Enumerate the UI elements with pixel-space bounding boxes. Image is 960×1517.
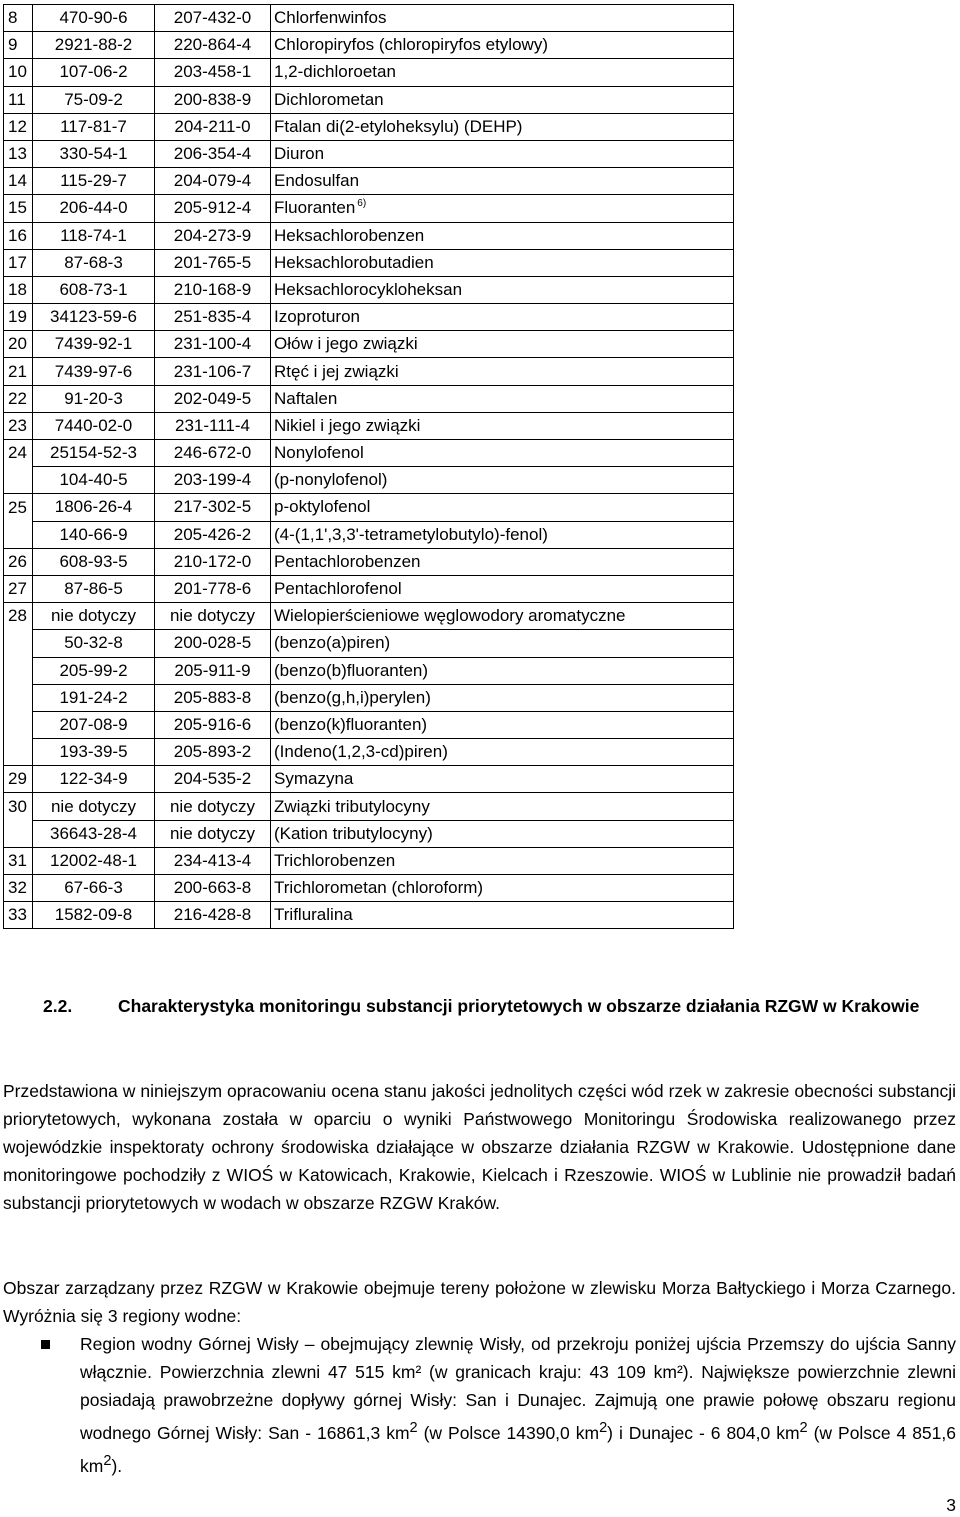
- substance-name: (p-nonylofenol): [274, 470, 388, 490]
- substance-name: Izoproturon: [274, 307, 360, 327]
- priority-substances-table: [3, 4, 734, 929]
- cell-substance-name: [271, 331, 734, 358]
- bullet-text-5: ).: [111, 1456, 123, 1477]
- substance-name: Trichlorobenzen: [274, 850, 396, 870]
- cell-cas-number: 608-93-5: [33, 548, 155, 575]
- cell-number: 29: [4, 766, 33, 793]
- table-row: [4, 331, 734, 358]
- cell-ec-number: 246-672-0: [155, 440, 271, 467]
- cell-cas-number: 36643-28-4: [33, 820, 155, 847]
- cell-ec-number: 216-428-8: [155, 902, 271, 929]
- cell-substance-name: [271, 440, 734, 467]
- substance-name: Trifluralina: [274, 905, 353, 925]
- cell-cas-number: 330-54-1: [33, 140, 155, 167]
- cell-ec-number: 205-912-4: [155, 195, 271, 222]
- table-row: [4, 276, 734, 303]
- cell-substance-name: [271, 32, 734, 59]
- cell-substance-name: [271, 5, 734, 32]
- cell-substance-name: [271, 847, 734, 874]
- cell-cas-number: 608-73-1: [33, 276, 155, 303]
- substance-name: (benzo(g,h,i)perylen): [274, 687, 431, 707]
- table-row: [4, 793, 734, 820]
- cell-ec-number: 231-111-4: [155, 412, 271, 439]
- cell-ec-number: 231-100-4: [155, 331, 271, 358]
- cell-substance-name: [271, 412, 734, 439]
- table-row: [4, 521, 734, 548]
- cell-substance-name: [271, 140, 734, 167]
- cell-cas-number: 207-08-9: [33, 711, 155, 738]
- paragraph-area: Obszar zarządzany przez RZGW w Krakowie obejmuje tereny położone w zlewisku Morza Bałtyckiego i Morza Czarnego. Wyróżnia się 3 regiony wodne:: [3, 1278, 956, 1327]
- cell-substance-name: [271, 113, 734, 140]
- cell-substance-name: [271, 195, 734, 222]
- cell-number: 28: [4, 603, 33, 630]
- table-row: [4, 412, 734, 439]
- cell-cas-number: 25154-52-3: [33, 440, 155, 467]
- list-item-upper-vistula: [3, 1330, 956, 1480]
- substance-name: Ołów i jego związki: [274, 334, 418, 354]
- table-row: [4, 32, 734, 59]
- cell-number: 11: [4, 86, 33, 113]
- substance-name: Diuron: [274, 144, 325, 164]
- cell-substance-name: [271, 276, 734, 303]
- cell-substance-name: [271, 548, 734, 575]
- table-body: [4, 5, 734, 929]
- cell-cas-number: 191-24-2: [33, 684, 155, 711]
- cell-number: [4, 711, 33, 738]
- cell-cas-number: 118-74-1: [33, 222, 155, 249]
- cell-substance-name: [271, 168, 734, 195]
- table-row: [4, 711, 734, 738]
- substance-name: Związki tributylocyny: [274, 796, 430, 816]
- cell-number: [4, 657, 33, 684]
- cell-number: 12: [4, 113, 33, 140]
- cell-cas-number: 87-68-3: [33, 249, 155, 276]
- substance-name: Pentachlorobenzen: [274, 551, 421, 571]
- cell-number: 23: [4, 412, 33, 439]
- cell-number: 31: [4, 847, 33, 874]
- substance-name: (Indeno(1,2,3-cd)piren): [274, 742, 448, 762]
- cell-number: 17: [4, 249, 33, 276]
- bullet-text-2: (w Polsce 14390,0 km: [417, 1423, 600, 1444]
- cell-cas-number: 87-86-5: [33, 575, 155, 602]
- cell-substance-name: [271, 766, 734, 793]
- cell-cas-number: 107-06-2: [33, 59, 155, 86]
- cell-number: 33: [4, 902, 33, 929]
- cell-cas-number: 205-99-2: [33, 657, 155, 684]
- cell-number: 8: [4, 5, 33, 32]
- substance-name: (benzo(a)piren): [274, 633, 391, 653]
- cell-cas-number: 12002-48-1: [33, 847, 155, 874]
- substance-name: Rtęć i jej związki: [274, 361, 399, 381]
- cell-number: 16: [4, 222, 33, 249]
- table-row: [4, 168, 734, 195]
- cell-substance-name: [271, 657, 734, 684]
- footnote-marker: 6): [357, 198, 367, 210]
- substance-name: Heksachlorobutadien: [274, 252, 434, 272]
- cell-ec-number: 200-838-9: [155, 86, 271, 113]
- cell-number: 13: [4, 140, 33, 167]
- table-row: [4, 304, 734, 331]
- cell-number: [4, 630, 33, 657]
- cell-cas-number: 67-66-3: [33, 875, 155, 902]
- cell-cas-number: 1582-09-8: [33, 902, 155, 929]
- substance-name: (benzo(k)fluoranten): [274, 714, 428, 734]
- section-title: Charakterystyka monitoringu substancji priorytetowych w obszarze działania RZGW w Krakowie: [118, 996, 920, 1016]
- cell-substance-name: [271, 603, 734, 630]
- table-row: [4, 467, 734, 494]
- cell-number: 14: [4, 168, 33, 195]
- cell-substance-name: [271, 59, 734, 86]
- cell-substance-name: [271, 875, 734, 902]
- table-row: [4, 630, 734, 657]
- table-row: [4, 739, 734, 766]
- cell-number: 32: [4, 875, 33, 902]
- substance-name: Naftalen: [274, 388, 338, 408]
- table-row: [4, 603, 734, 630]
- substance-name: Wielopierścieniowe węglowodory aromatyczne: [274, 606, 626, 626]
- table-row: [4, 385, 734, 412]
- table-row: [4, 440, 734, 467]
- cell-cas-number: 470-90-6: [33, 5, 155, 32]
- substance-name: (benzo(b)fluoranten): [274, 660, 429, 680]
- cell-number: [4, 684, 33, 711]
- substance-name: Heksachlorobenzen: [274, 225, 425, 245]
- square-bullet-icon: [41, 1340, 50, 1349]
- cell-cas-number: 2921-88-2: [33, 32, 155, 59]
- table-row: [4, 222, 734, 249]
- substance-name: Symazyna: [274, 769, 354, 789]
- cell-substance-name: [271, 385, 734, 412]
- cell-substance-name: [271, 575, 734, 602]
- cell-cas-number: nie dotyczy: [33, 793, 155, 820]
- cell-substance-name: [271, 358, 734, 385]
- cell-ec-number: 205-916-6: [155, 711, 271, 738]
- table-row: [4, 358, 734, 385]
- cell-cas-number: 140-66-9: [33, 521, 155, 548]
- cell-ec-number: 205-883-8: [155, 684, 271, 711]
- cell-substance-name: [271, 684, 734, 711]
- cell-number: 18: [4, 276, 33, 303]
- substance-name: Chlorfenwinfos: [274, 8, 387, 28]
- cell-number: [4, 467, 33, 494]
- superscript-2: 2: [599, 1420, 608, 1437]
- cell-ec-number: 220-864-4: [155, 32, 271, 59]
- table-row: [4, 59, 734, 86]
- cell-ec-number: 201-778-6: [155, 575, 271, 602]
- substance-name: Dichlorometan: [274, 89, 384, 109]
- substance-name: Heksachlorocykloheksan: [274, 279, 463, 299]
- cell-ec-number: 204-273-9: [155, 222, 271, 249]
- substance-name: Trichlorometan (chloroform): [274, 878, 484, 898]
- cell-number: 10: [4, 59, 33, 86]
- cell-number: 21: [4, 358, 33, 385]
- cell-cas-number: 75-09-2: [33, 86, 155, 113]
- cell-ec-number: 210-172-0: [155, 548, 271, 575]
- cell-number: 25: [4, 494, 33, 521]
- substance-name: 1,2-dichloroetan: [274, 62, 396, 82]
- cell-cas-number: 115-29-7: [33, 168, 155, 195]
- cell-number: [4, 739, 33, 766]
- table-row: [4, 820, 734, 847]
- cell-ec-number: 205-911-9: [155, 657, 271, 684]
- cell-ec-number: 207-432-0: [155, 5, 271, 32]
- cell-ec-number: nie dotyczy: [155, 603, 271, 630]
- cell-cas-number: 1806-26-4: [33, 494, 155, 521]
- table-row: [4, 5, 734, 32]
- superscript-2: 2: [799, 1420, 808, 1437]
- cell-number: 22: [4, 385, 33, 412]
- superscript-2: 2: [103, 1453, 112, 1470]
- substance-name: (4-(1,1',3,3'-tetrametylobutylo)-fenol): [274, 524, 548, 544]
- cell-ec-number: 200-028-5: [155, 630, 271, 657]
- substance-name: (Kation tributylocyny): [274, 823, 433, 843]
- cell-ec-number: nie dotyczy: [155, 793, 271, 820]
- cell-ec-number: 251-835-4: [155, 304, 271, 331]
- table-row: [4, 548, 734, 575]
- cell-number: 26: [4, 548, 33, 575]
- cell-ec-number: 231-106-7: [155, 358, 271, 385]
- cell-ec-number: 205-893-2: [155, 739, 271, 766]
- table-row: [4, 766, 734, 793]
- cell-cas-number: nie dotyczy: [33, 603, 155, 630]
- cell-cas-number: 122-34-9: [33, 766, 155, 793]
- cell-ec-number: 234-413-4: [155, 847, 271, 874]
- cell-number: [4, 521, 33, 548]
- table-row: [4, 249, 734, 276]
- cell-ec-number: 210-168-9: [155, 276, 271, 303]
- cell-substance-name: [271, 222, 734, 249]
- substance-name: Nikiel i jego związki: [274, 415, 421, 435]
- cell-number: 24: [4, 440, 33, 467]
- bullet-text-1: Region wodny Górnej Wisły – obejmujący zlewnię Wisły, od przekroju poniżej ujścia Przemszy do ujścia Sanny włącznie. Powierzchnia zlewni 47 515 km² (w granicach kraju: 43 109 km²). Największe powierzchnie zlewni posiadają prawobrzeżne dopływy górnej Wisły: San i Dunajec. Zajmują one prawie połowę obszaru regionu wodnego Górnej Wisły: San - 16861,3 km: [80, 1334, 956, 1444]
- table-row: [4, 494, 734, 521]
- cell-number: 9: [4, 32, 33, 59]
- cell-substance-name: [271, 820, 734, 847]
- cell-cas-number: 104-40-5: [33, 467, 155, 494]
- cell-number: 27: [4, 575, 33, 602]
- table-row: [4, 902, 734, 929]
- cell-number: 30: [4, 793, 33, 820]
- cell-substance-name: [271, 793, 734, 820]
- cell-ec-number: 205-426-2: [155, 521, 271, 548]
- substance-name: p-oktylofenol: [274, 497, 371, 517]
- substance-name: Chloropiryfos (chloropiryfos etylowy): [274, 35, 548, 55]
- table-row: [4, 875, 734, 902]
- substance-name: Nonylofenol: [274, 443, 364, 463]
- bullet-text-4: (w Polsce 4 851,6 km: [80, 1423, 956, 1477]
- cell-ec-number: 206-354-4: [155, 140, 271, 167]
- cell-ec-number: 217-302-5: [155, 494, 271, 521]
- cell-substance-name: [271, 467, 734, 494]
- cell-cas-number: 117-81-7: [33, 113, 155, 140]
- cell-ec-number: 204-535-2: [155, 766, 271, 793]
- cell-ec-number: 204-211-0: [155, 113, 271, 140]
- cell-cas-number: 34123-59-6: [33, 304, 155, 331]
- cell-cas-number: 50-32-8: [33, 630, 155, 657]
- cell-number: 19: [4, 304, 33, 331]
- cell-ec-number: 200-663-8: [155, 875, 271, 902]
- section-number: 2.2.: [43, 996, 73, 1016]
- cell-substance-name: [271, 902, 734, 929]
- page-number: 3: [946, 1495, 956, 1515]
- cell-substance-name: [271, 494, 734, 521]
- cell-cas-number: 7439-97-6: [33, 358, 155, 385]
- substance-name: Ftalan di(2-etyloheksylu) (DEHP): [274, 116, 523, 136]
- cell-number: [4, 820, 33, 847]
- table-row: [4, 86, 734, 113]
- table-row: [4, 684, 734, 711]
- cell-ec-number: 204-079-4: [155, 168, 271, 195]
- cell-ec-number: 202-049-5: [155, 385, 271, 412]
- table-row: [4, 195, 734, 222]
- paragraph-monitoring: Przedstawiona w niniejszym opracowaniu ocena stanu jakości jednolitych części wód rzek w zakresie obecności substancji priorytetowych, wykonana została w oparciu o wyniki Państwowego Monitoringu Środowiska realizowanego przez wojewódzkie inspektoraty ochrony środowiska działające w obszarze działania RZGW w Krakowie. Udostępnione dane monitoringowe pochodziły z WIOŚ w Katowicach, Krakowie, Kielcach i Rzeszowie. WIOŚ w Lublinie nie prowadził badań substancji priorytetowych w wodach w obszarze RZGW Kraków.: [3, 1081, 956, 1214]
- cell-substance-name: [271, 739, 734, 766]
- superscript-2: 2: [409, 1420, 418, 1437]
- cell-cas-number: 206-44-0: [33, 195, 155, 222]
- table-row: [4, 140, 734, 167]
- cell-substance-name: [271, 521, 734, 548]
- cell-ec-number: nie dotyczy: [155, 820, 271, 847]
- cell-substance-name: [271, 304, 734, 331]
- cell-ec-number: 201-765-5: [155, 249, 271, 276]
- table-row: [4, 113, 734, 140]
- cell-substance-name: [271, 249, 734, 276]
- cell-number: 15: [4, 195, 33, 222]
- cell-number: 20: [4, 331, 33, 358]
- cell-substance-name: [271, 711, 734, 738]
- table-row: [4, 847, 734, 874]
- cell-ec-number: 203-458-1: [155, 59, 271, 86]
- table-row: [4, 575, 734, 602]
- cell-substance-name: [271, 86, 734, 113]
- substance-name: Fluoranten: [274, 198, 356, 218]
- cell-cas-number: 193-39-5: [33, 739, 155, 766]
- substance-name: Pentachlorofenol: [274, 579, 402, 599]
- cell-cas-number: 7440-02-0: [33, 412, 155, 439]
- water-regions-list: [3, 1330, 956, 1480]
- cell-cas-number: 91-20-3: [33, 385, 155, 412]
- bullet-text-3: ) i Dunajec - 6 804,0 km: [607, 1423, 800, 1444]
- cell-ec-number: 203-199-4: [155, 467, 271, 494]
- cell-cas-number: 7439-92-1: [33, 331, 155, 358]
- substance-name: Endosulfan: [274, 171, 360, 191]
- table-row: [4, 657, 734, 684]
- cell-substance-name: [271, 630, 734, 657]
